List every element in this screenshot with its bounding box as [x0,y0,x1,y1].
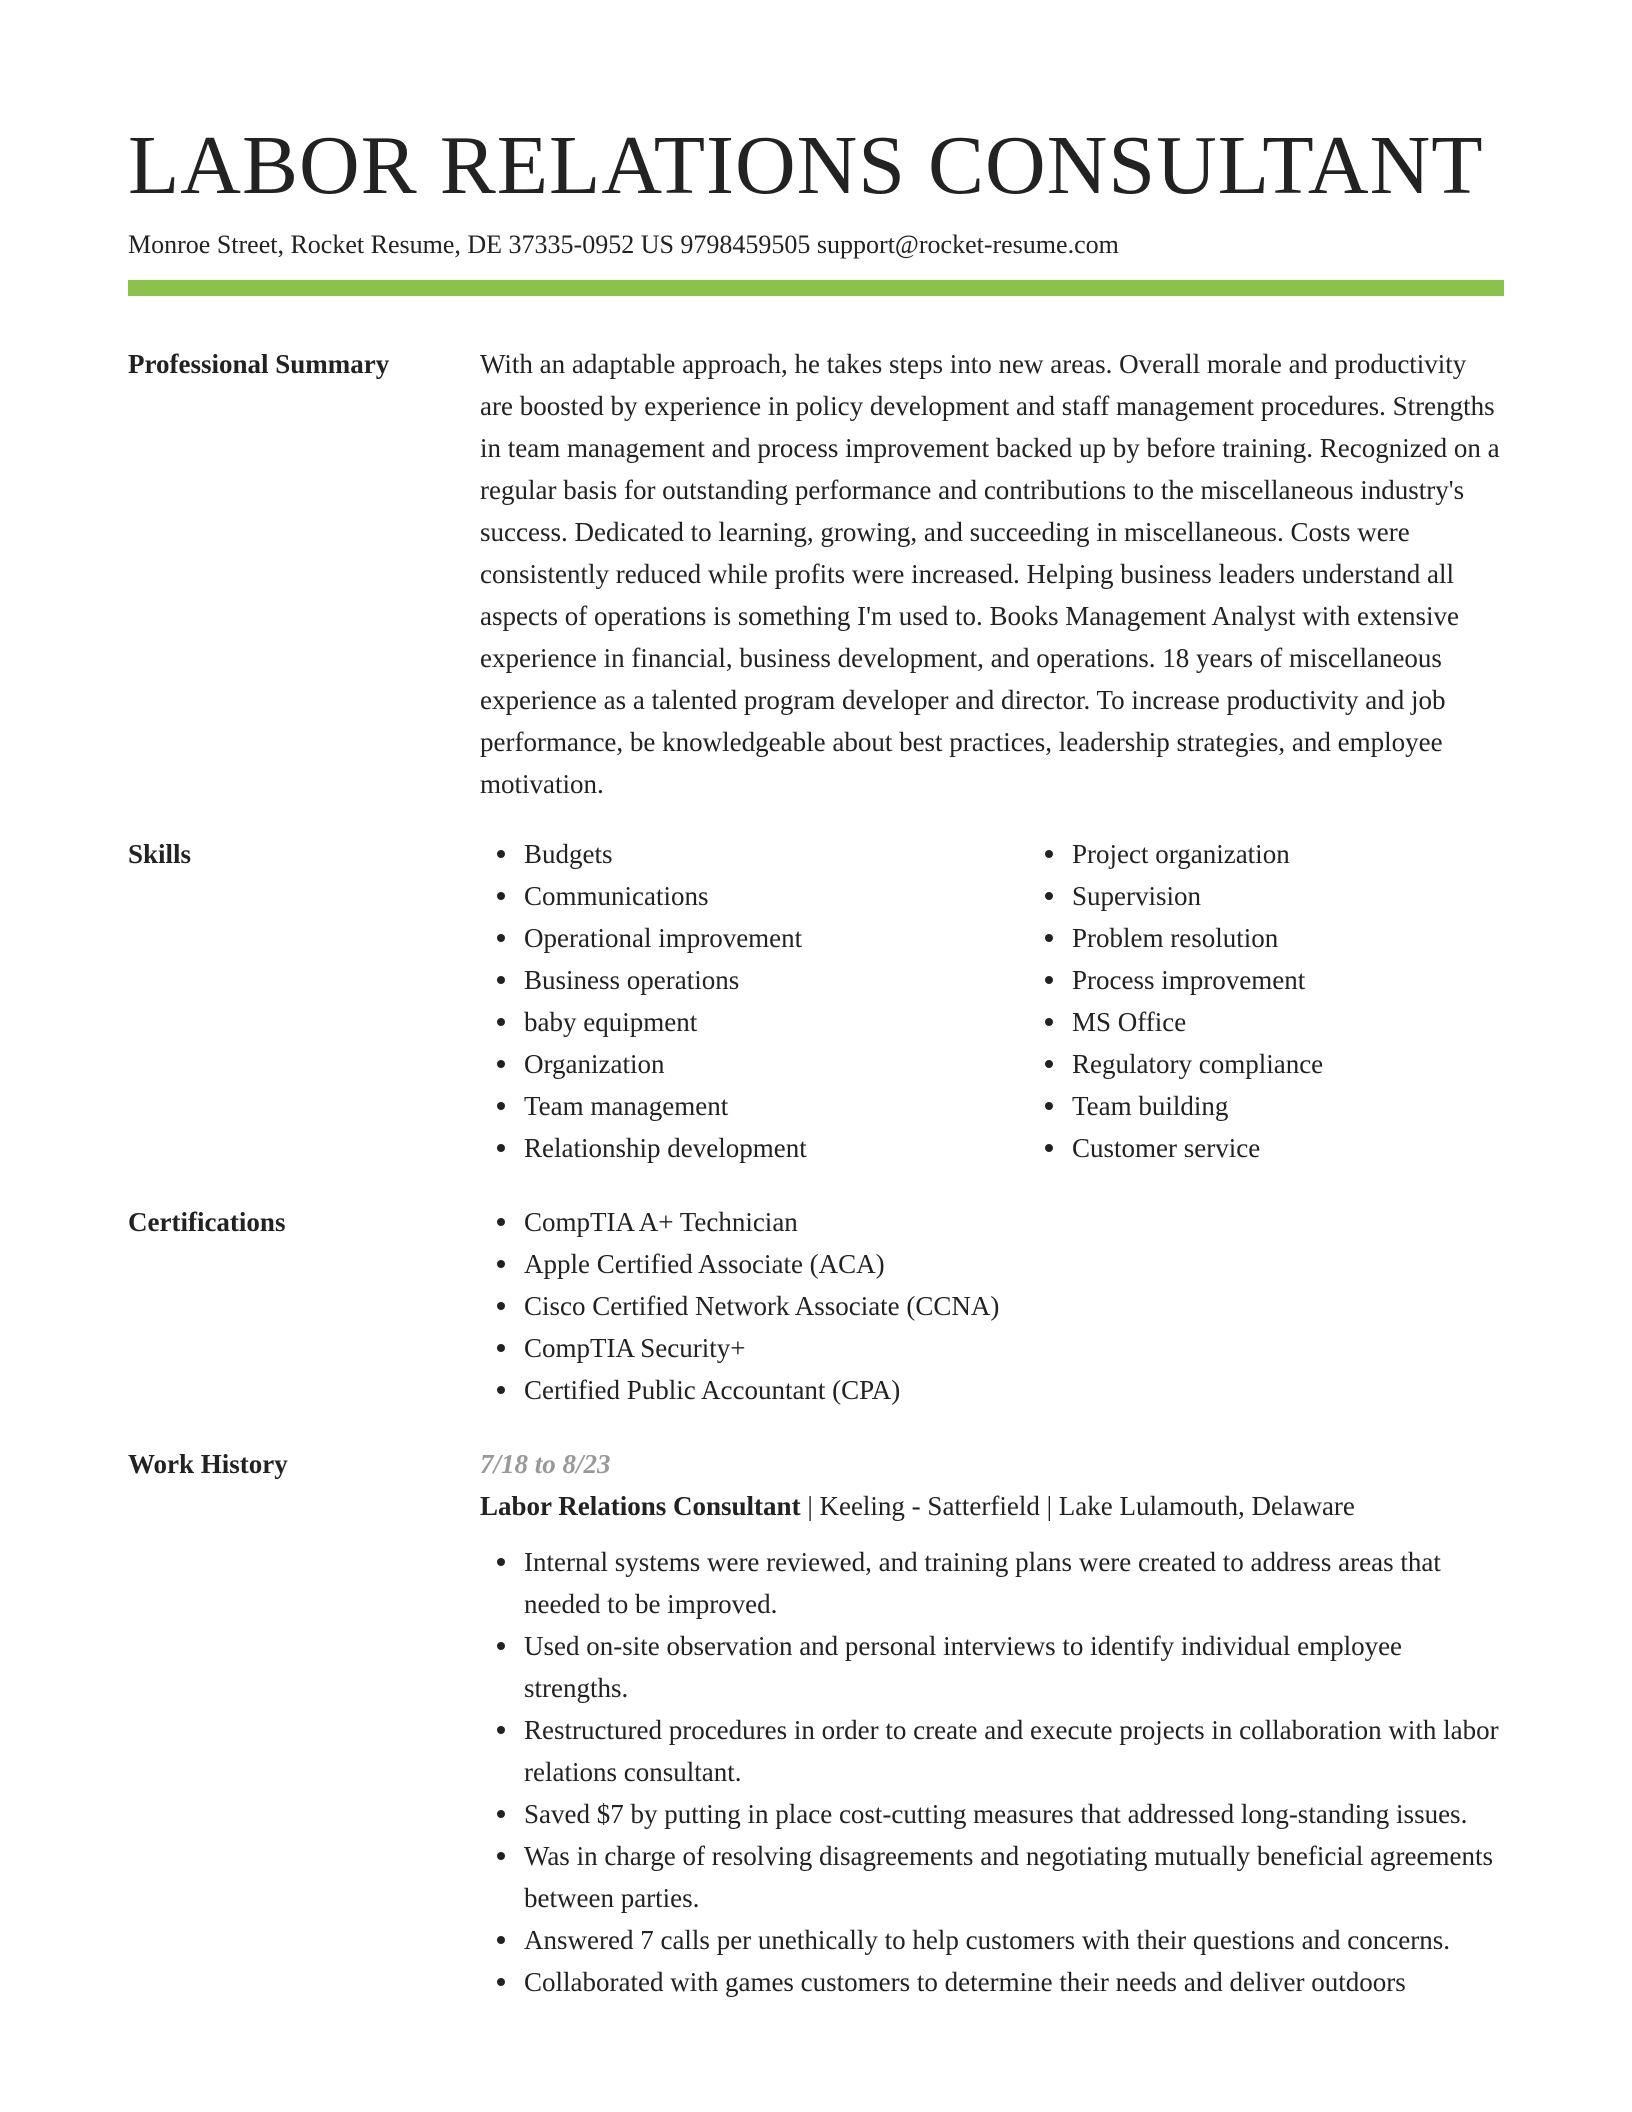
list-item: Cisco Certified Network Associate (CCNA) [524,1285,1504,1327]
list-item: Regulatory compliance [1072,1043,1576,1085]
skills-heading: Skills [128,839,192,869]
list-item: Certified Public Accountant (CPA) [524,1369,1504,1411]
list-item: CompTIA Security+ [524,1327,1504,1369]
list-item: Customer service [1072,1127,1576,1169]
certifications-list [480,1201,1504,1411]
list-item: Saved $7 by putting in place cost-cutting measures that addressed long-standing issues. [524,1793,1504,1835]
skills-section [128,833,1504,1169]
summary-section [128,343,1504,805]
work-history-section [128,1443,1504,2003]
list-item: Internal systems were reviewed, and training plans were created to address areas that needed to be improved. [524,1541,1504,1625]
list-item: MS Office [1072,1001,1576,1043]
certifications-section [128,1201,1504,1411]
job-header [480,1485,1504,1527]
skills-list-left [480,833,1028,1169]
resume-page [128,118,1504,2003]
list-item: Answered 7 calls per unethically to help customers with their questions and concerns. [524,1919,1504,1961]
job-responsibilities [480,1541,1504,2003]
list-item: Team building [1072,1085,1576,1127]
list-item: Apple Certified Associate (ACA) [524,1243,1504,1285]
work-history-heading: Work History [128,1449,288,1479]
job-dates: 7/18 to 8/23 [480,1449,611,1479]
list-item: Relationship development [524,1127,1028,1169]
list-item: baby equipment [524,1001,1028,1043]
summary-heading: Professional Summary [128,349,390,379]
resume-title: LABOR RELATIONS CONSULTANT [128,119,1484,212]
contact-line: Monroe Street, Rocket Resume, DE 37335-0952 US 9798459505 support@rocket-resume.com [128,230,1119,259]
list-item: Communications [524,875,1028,917]
list-item: Collaborated with games customers to determine their needs and deliver outdoors [524,1961,1504,2003]
list-item: Business operations [524,959,1028,1001]
list-item: Team management [524,1085,1028,1127]
accent-divider [128,280,1504,296]
list-item: Was in charge of resolving disagreements and negotiating mutually beneficial agreements between parties. [524,1835,1504,1919]
list-item: Supervision [1072,875,1576,917]
list-item: Organization [524,1043,1028,1085]
certifications-heading: Certifications [128,1207,286,1237]
list-item: CompTIA A+ Technician [524,1201,1504,1243]
list-item: Project organization [1072,833,1576,875]
list-item: Process improvement [1072,959,1576,1001]
list-item: Used on-site observation and personal interviews to identify individual employee strengths. [524,1625,1504,1709]
skills-list-right [1028,833,1576,1169]
list-item: Operational improvement [524,917,1028,959]
list-item: Problem resolution [1072,917,1576,959]
summary-text: With an adaptable approach, he takes steps into new areas. Overall morale and productivity are boosted by experience in policy development and staff management procedures. Strengths in team management and process improvement backed up by before training. Recognized on a regular basis for outstanding performance and contributions to the miscellaneous industry's success. Dedicated to learning, growing, and succeeding in miscellaneous. Costs were consistently reduced while profits were increased. Helping business leaders understand all aspects of operations is something I'm used to. Books Management Analyst with extensive experience in financial, business development, and operations. 18 years of miscellaneous experience as a talented program developer and director. To increase productivity and job performance, be knowledgeable about best practices, leadership strategies, and employee motivation. [480,349,1500,799]
list-item: Restructured procedures in order to create and execute projects in collaboration with labor relations consultant. [524,1709,1504,1793]
job-details: | Keeling - Satterfield | Lake Lulamouth, Delaware [800,1491,1355,1521]
list-item: Budgets [524,833,1028,875]
job-title: Labor Relations Consultant [480,1491,801,1521]
